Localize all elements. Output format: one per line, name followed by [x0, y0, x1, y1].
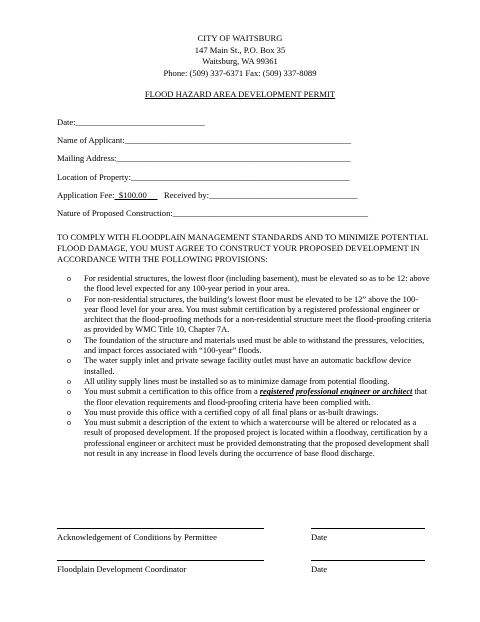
- property-location-label: Location of Property:: [57, 171, 131, 182]
- fee-value: $100.00: [118, 189, 147, 200]
- coordinator-signature-line[interactable]: [57, 560, 264, 561]
- permittee-date-label: Date: [311, 532, 328, 542]
- provision-item: o You must submit a certification to this office from a registered professional engineer or architect that the floor elevation requirements and flood-proofing criteria have been complied with.: [67, 387, 428, 407]
- coordinator-signature-label: Floodplain Development Coordinator: [57, 564, 187, 574]
- engineer-emphasis: registered professional engineer or architect: [259, 387, 413, 397]
- permit-title-block: [0, 89, 480, 99]
- provision-item: o You must provide this office with a certified copy of all final plans or as-built drawings.: [67, 407, 379, 417]
- mailing-address-field[interactable]: Mailing Address:____________________________________________________________: [57, 153, 351, 164]
- bullet-icon: o: [67, 356, 71, 366]
- permittee-date-line[interactable]: [311, 528, 425, 529]
- mailing-address-label: Mailing Address:: [57, 153, 117, 164]
- phone-fax: Phone: (509) 337-6371 Fax: (509) 337-8089: [163, 67, 317, 78]
- provision-item: o For residential structures, the lowest floor (including basement), must be elevated so as to be 12: above the flood level expected for any 100-year period in your area.: [67, 274, 430, 294]
- city-state-zip: Waitsburg, WA 99361: [202, 56, 278, 67]
- provisions-list: [62, 274, 432, 459]
- permittee-signature-label: Acknowledgement of Conditions by Permittee: [57, 532, 217, 542]
- fee-field[interactable]: Application Fee: $100.00 Received by:______________________________________: [57, 189, 358, 200]
- applicant-name-label: Name of Applicant:: [57, 135, 125, 146]
- provision-item: o The water supply inlet and private sewage facility outlet must have an automatic backflow device installed.: [67, 356, 411, 376]
- received-by-label: Received by:: [163, 189, 210, 200]
- permit-title: FLOOD HAZARD AREA DEVELOPMENT PERMIT: [144, 89, 336, 99]
- compliance-notice: TO COMPLY WITH FLOODPLAIN MANAGEMENT STANDARDS AND TO MINIMIZE POTENTIAL FLOOD DAMAGE, YOU MUST AGREE TO CONSTRUCT YOUR PROPOSED DEVELOPMENT IN ACCORDANCE WITH THE FOLLOWING PROVISIONS:: [57, 232, 429, 264]
- bullet-icon: o: [67, 294, 71, 304]
- city-name: CITY OF WAITSBURG: [197, 33, 283, 43]
- coordinator-date-line[interactable]: [311, 560, 425, 561]
- street-address: 147 Main St., P.O. Box 35: [194, 44, 286, 55]
- provision-item: o For non-residential structures, the building’s lowest floor must be elevated to be 12” above the 100-year flood level for your area. You must submit certification by a registered professional engineer or architect that the flood-proofing methods for a non-residential structure meet the flood-proofing criteria as provided by WMC Title 10, Chapter 7A.: [67, 294, 431, 335]
- fee-label: Application Fee:: [57, 189, 115, 200]
- provision-item: o All utility supply lines must be installed so as to minimize damage from potential flooding.: [67, 376, 390, 386]
- coordinator-date-label: Date: [311, 564, 328, 574]
- bullet-icon: o: [67, 274, 71, 283]
- provision-item: o The foundation of the structure and materials used must be able to withstand the pressures, velocities, and impact forces associated with “100-year” floods.: [67, 335, 425, 356]
- bullet-icon: o: [67, 407, 71, 417]
- letterhead: [0, 33, 480, 79]
- applicant-name-field[interactable]: Name of Applicant:__________________________________________________________: [57, 135, 351, 146]
- date-label: Date:: [57, 117, 76, 127]
- bullet-icon: o: [67, 335, 71, 345]
- construction-nature-field[interactable]: Nature of Proposed Construction:__________________________________________________: [57, 207, 368, 218]
- property-location-field[interactable]: Location of Property:________________________________________________________: [57, 171, 350, 182]
- permittee-signature-line[interactable]: [57, 528, 264, 529]
- applicant-fields: [57, 117, 429, 226]
- construction-nature-label: Nature of Proposed Construction:: [57, 207, 173, 218]
- provision-item: o You must submit a description of the extent to which a watercourse will be altered or relocated as a result of proposed development. If the proposed project is located within a floodway, certification by a professional engineer or architect must be provided demonstrating that the proposed development shall not result in any increase in flood levels during the occurrence of base flood discharge.: [67, 418, 430, 459]
- date-field[interactable]: Date:_________________________________: [57, 117, 205, 127]
- bullet-icon: o: [67, 387, 71, 397]
- bullet-icon: o: [67, 376, 71, 386]
- bullet-icon: o: [67, 418, 71, 428]
